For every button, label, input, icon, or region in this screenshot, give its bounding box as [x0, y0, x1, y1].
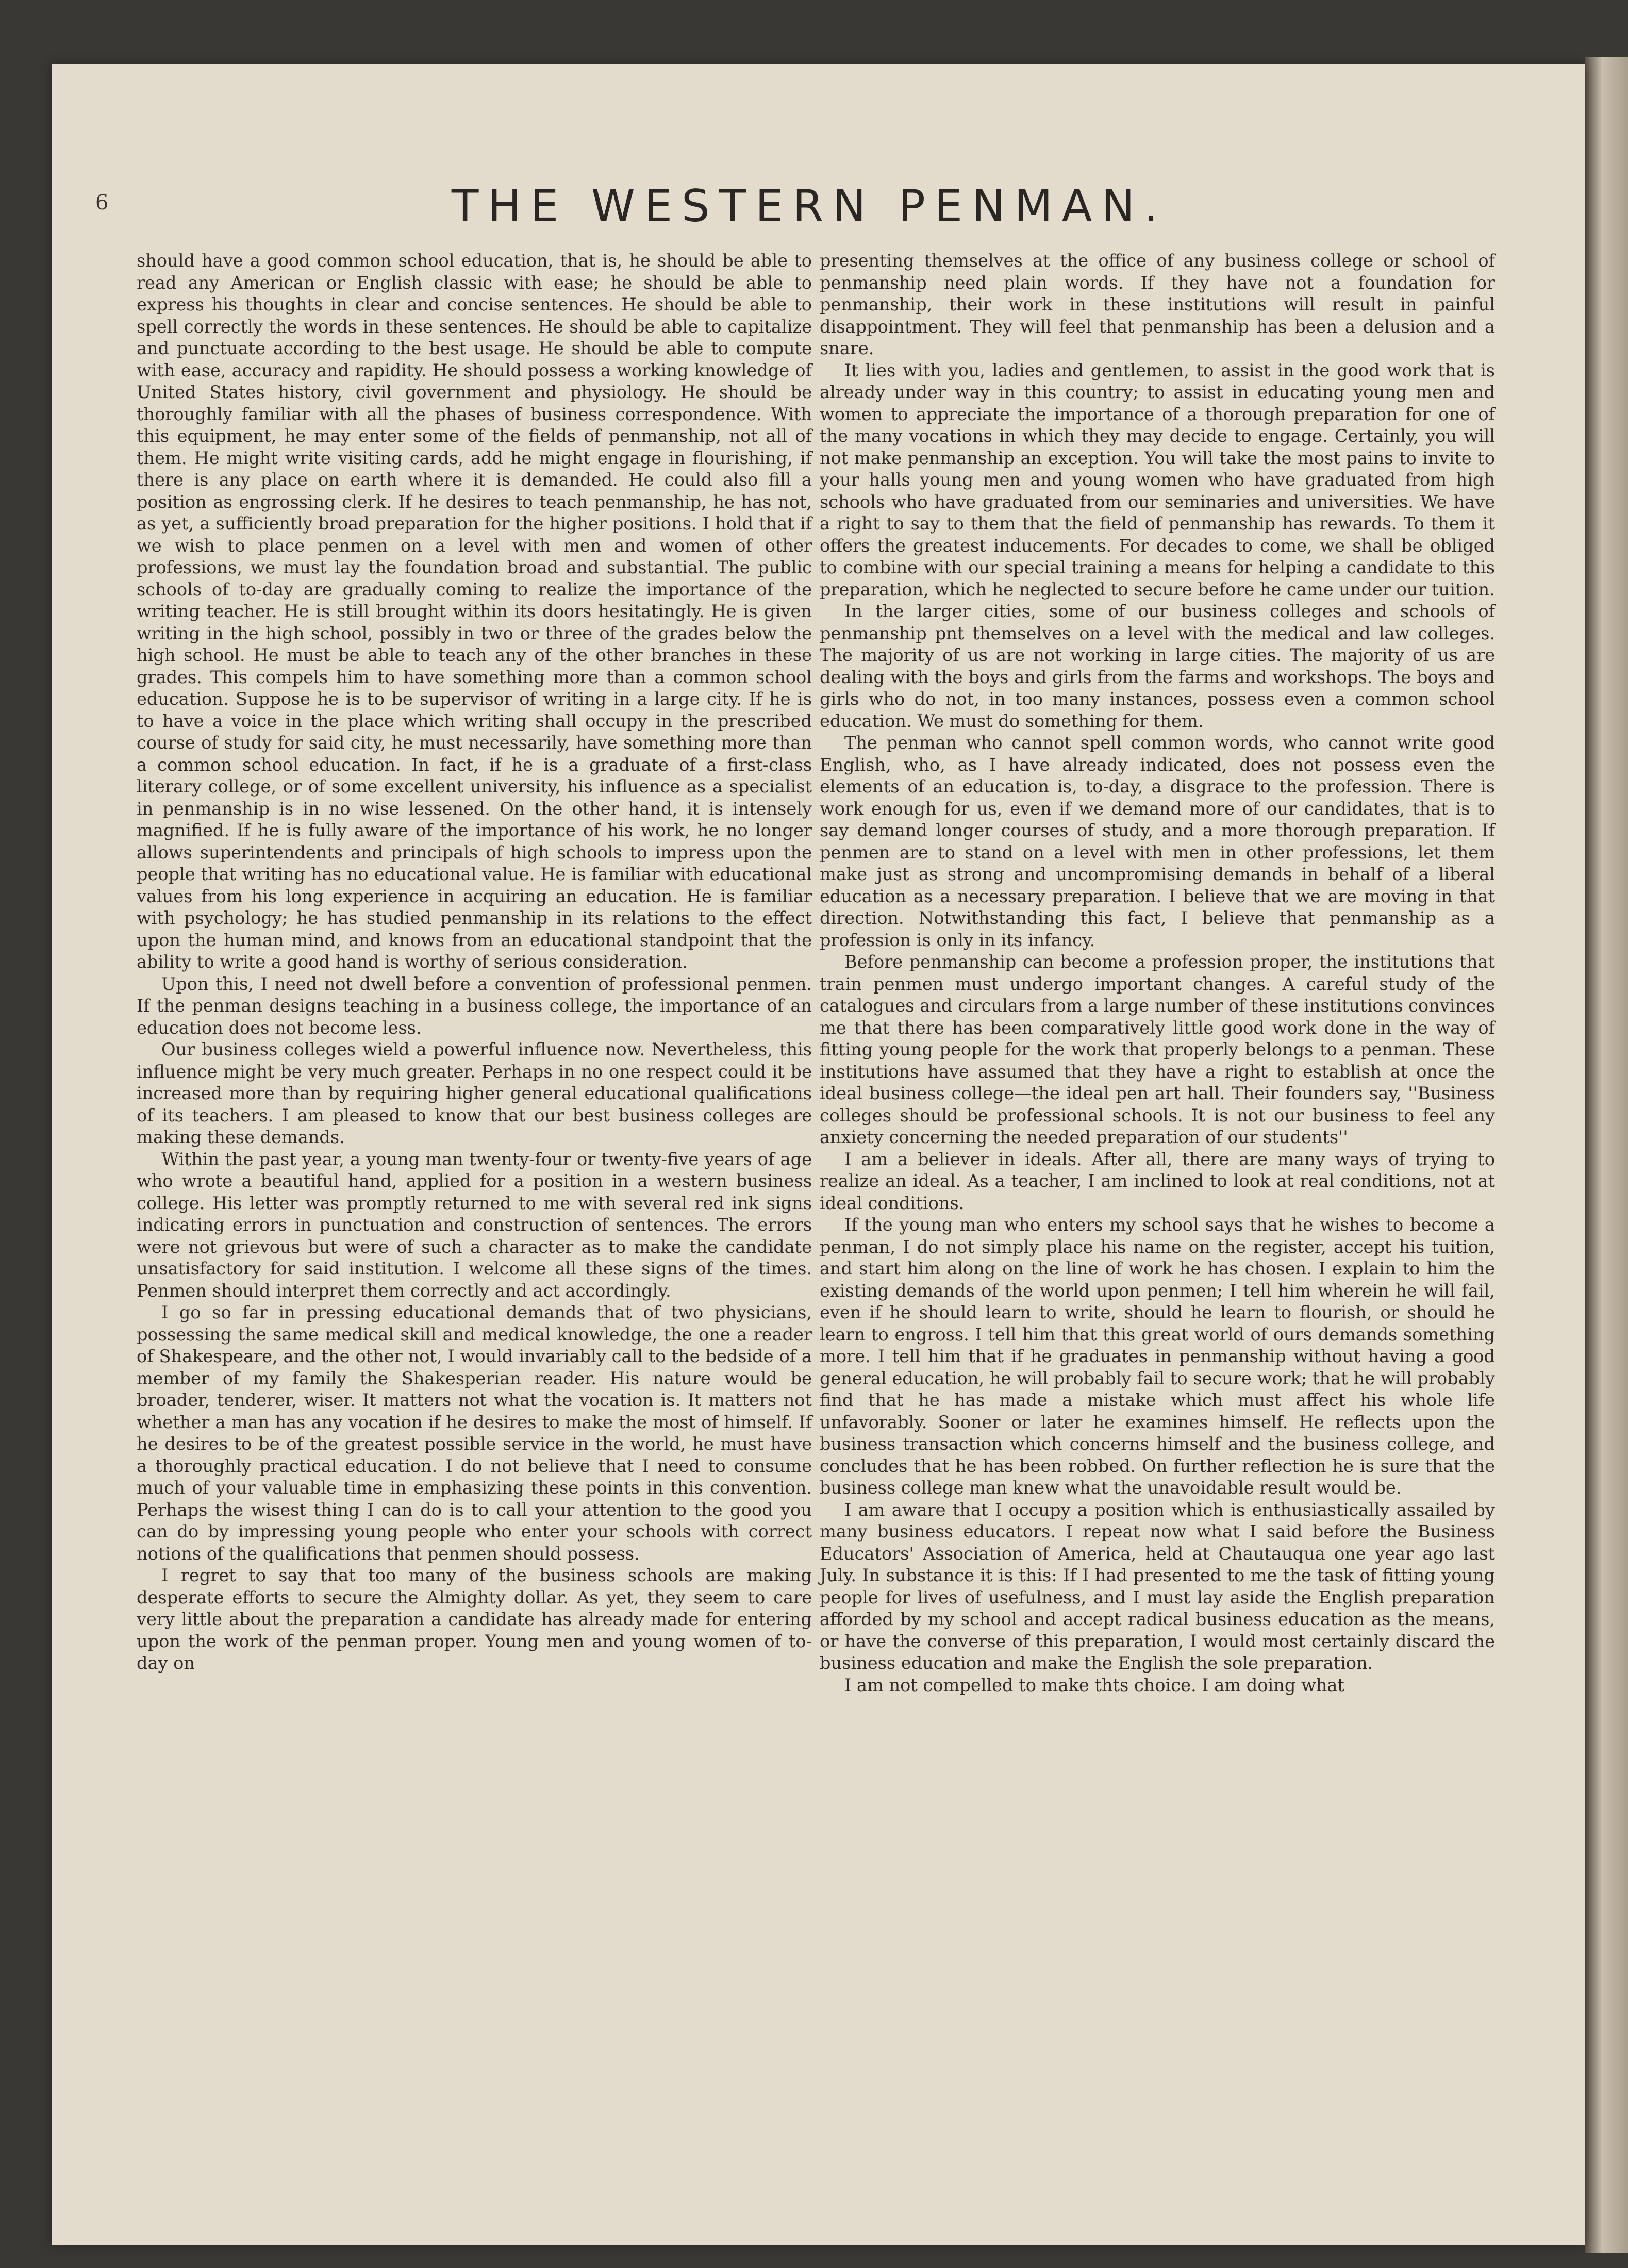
paragraph: In the larger cities, some of our business colleges and schools of penmanship pnt themselves on a level with the medical and law colleges. The majority of us are not working in large cities. The majority of us are dealing with the boys and girls from the farms and workshops. The boys and girls who do not, in too many instances, possess even a common school education. We must do something for them. — [820, 601, 1495, 731]
masthead-title: THE WESTERN PENMAN. — [451, 180, 1168, 232]
paragraph: presenting themselves at the office of any business college or school of penmanship need plain words. If they have not a foundation for penmanship, their work in these institutions will result in painful disappointment. They will feel that penmanship has been a delusion and a snare. — [820, 251, 1495, 358]
page-number: 6 — [95, 191, 109, 214]
paragraph: I am aware that I occupy a position which is enthusiastically assailed by many business educators. I repeat now what I said before the Business Educators' Association of America, held at Chautauqua one year ago last July. In substance it is this: If I had presented to me the task of fitting young people for lives of usefulness, and I must lay aside the English preparation afforded by my school and accept radical business education as the means, or have the converse of this preparation, I would most certainly discard the business education and make the English the sole preparation. — [820, 1499, 1495, 1673]
paragraph: Before penmanship can become a profession proper, the institutions that train penmen must undergo important changes. A careful study of the catalogues and circulars from a large number of these institutions convinces me that there has been comparatively little good work done in the way of fitting young people for the work that properly belongs to a penman. These institutions have assumed that they have a right to establish at once the ideal business college—the ideal pen art hall. Their founders say, ''Business colleges should be professional schools. It is not our business to feel any anxiety concerning the needed preparation of our students'' — [820, 952, 1495, 1147]
paragraph: Within the past year, a young man twenty-four or twenty-five years of age who wrote a beautiful hand, applied for a position in a western business college. His letter was promptly returned to me with several red ink signs indicating errors in punctuation and construction of sentences. The errors were not grievous but were of such a character as to make the candidate unsatisfactory for said institution. I welcome all these signs of the times. Penmen should interpret them correctly and act accordingly. — [137, 1149, 812, 1301]
paragraph: It lies with you, ladies and gentlemen, to assist in the good work that is already under way in this country; to assist in educating young men and women to appreciate the importance of a thorough preparation for one of the many vocations in which they may decide to engage. Certainly, you will not make penmanship an exception. You will take the most pains to invite to your halls young men and young women who have graduated from high schools who have graduated from our seminaries and universities. We have a right to say to them that the field of penmanship has rewards. To them it offers the greatest inducements. For decades to come, we shall be obliged to combine with our special training a means for helping a candidate to this preparation, which he neglected to secure before he came under our tuition. — [820, 360, 1495, 600]
paragraph: I am a believer in ideals. After all, there are many ways of trying to realize an ideal. As a teacher, I am inclined to look at real conditions, not at ideal conditions. — [820, 1149, 1495, 1213]
paragraph: I go so far in pressing educational demands that of two physicians, possessing the same medical skill and medical knowledge, the one a reader of Shakespeare, and the other not, I would invariably call to the bedside of a member of my family the Shakesperian reader. His nature would be broader, tenderer, wiser. It matters not what the vocation is. It matters not whether a man has any vocation if he desires to make the most of himself. If he desires to be of the greatest possible service in the world, he must have a thoroughly practical education. I do not believe that I need to consume much of your valuable time in emphasizing these points in this convention. Perhaps the wisest thing I can do is to call your attention to the good you can do by impressing young people who enter your schools with correct notions of the qualifications that penmen should possess. — [137, 1302, 812, 1564]
paragraph: I regret to say that too many of the business schools are making desperate efforts to secure the Almighty dollar. As yet, they seem to care very little about the preparation a candidate has already made for entering upon the work of the penman proper. Young men and young women of to-day on — [137, 1565, 812, 1673]
left-column — [137, 250, 812, 1675]
paragraph: Our business colleges wield a powerful influence now. Nevertheless, this influence might be very much greater. Perhaps in no one respect could it be increased more than by requiring higher general educational qualifications of its teachers. I am pleased to know that our best business colleges are making these demands. — [137, 1039, 812, 1147]
adjacent-page-edge — [1585, 57, 1628, 2253]
paragraph: The penman who cannot spell common words, who cannot write good English, who, as I have already indicated, does not possess even the elements of an education is, to-day, a disgrace to the profession. There is work enough for us, even if we demand more of our candidates, that is to say demand longer courses of study, and a more thorough preparation. If penmen are to stand on a level with men in other professions, let them make just as strong and uncompromising demands in behalf of a liberal education as a necessary preparation. I believe that we are moving in that direction. Notwithstanding this fact, I believe that penmanship as a profession is only in its infancy. — [820, 733, 1495, 950]
paragraph: I am not compelled to make thts choice. I am doing what — [844, 1675, 1344, 1695]
right-column — [820, 250, 1495, 1696]
paragraph: should have a good common school education, that is, he should be able to read any American or English classic with ease; he should be able to express his thoughts in clear and concise sentences. He should be able to spell correctly the words in these sentences. He should be able to capitalize and punctuate according to the best usage. He should be able to compute with ease, accuracy and rapidity. He should possess a working knowledge of United States history, civil government and physiology. He should be thoroughly familiar with all the phases of business correspondence. With this equipment, he may enter some of the fields of penmanship, not all of them. He might write visiting cards, add he might engage in flourishing, if there is any place on earth where it is demanded. He could also fill a position as engrossing clerk. If he desires to teach penmanship, he has not, as yet, a sufficiently broad preparation for the higher positions. I hold that if we wish to place penmen on a level with men and women of other professions, we must lay the foundation broad and substantial. The public schools of to-day are gradually coming to realize the importance of the writing teacher. He is still brought within its doors hesitatingly. He is given writing in the high school, possibly in two or three of the grades below the high school. He must be able to teach any of the other branches in these grades. This compels him to have something more than a common school education. Suppose he is to be supervisor of writing in a large city. If he is to have a voice in the place which writing shall occupy in the prescribed course of study for said city, he must necessarily, have something more than a common school education. In fact, if he is a graduate of a first-class literary college, or of some excellent university, his influence as a specialist in penmanship is in no wise lessened. On the other hand, it is intensely magnified. If he is fully aware of the importance of his work, he no longer allows superintendents and principals of high schools to impress upon the people that writing has no educational value. He is familiar with educational values from his long experience in acquiring an education. He is familiar with psychology; he has studied penmanship in its relations to the effect upon the human mind, and knows from an educational standpoint that the ability to write a good hand is worthy of serious consideration. — [137, 251, 812, 972]
paragraph: Upon this, I need not dwell before a convention of professional penmen. If the penman designs teaching in a business college, the importance of an education does not become less. — [137, 973, 812, 1038]
paragraph: If the young man who enters my school says that he wishes to become a penman, I do not simply place his name on the register, accept his tuition, and start him along on the line of work he has chosen. I explain to him the existing demands of the world upon penmen; I tell him wherein he will fail, even if he should learn to write, should he learn to flourish, or should he learn to engross. I tell him that this great world of ours demands something more. I tell him that if he graduates in penmanship without having a good general education, he will probably fail to secure work; that he will probably find that he has made a mistake which must affect his whole life unfavorably. Sooner or later he examines himself. He reflects upon the business transaction which concerns himself and the business college, and concludes that he has been robbed. On further reflection he is sure that the business college man knew what the unavoidable result would be. — [820, 1215, 1495, 1498]
